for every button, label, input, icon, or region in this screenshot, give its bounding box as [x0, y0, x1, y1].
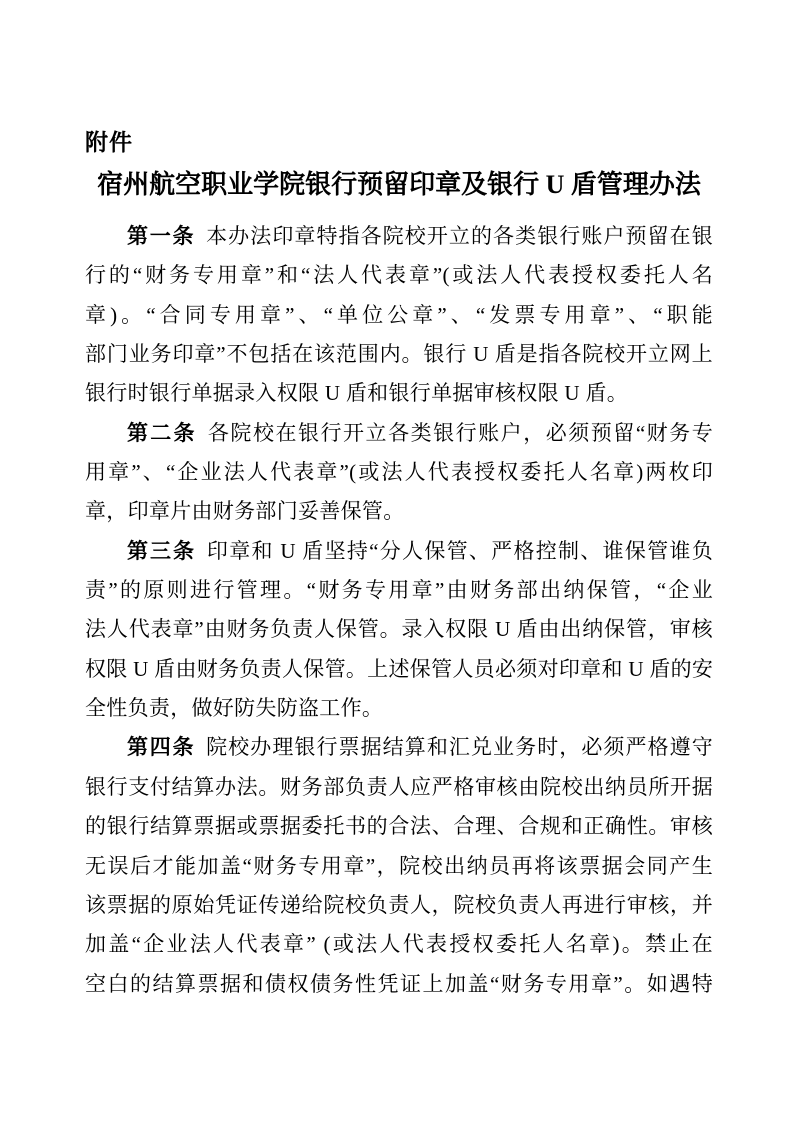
article-1-line-1 [85, 217, 713, 256]
article-3-line-4: 权限 U 盾由财务负责人保管。上述保管人员必须对印章和 U 盾的安 [85, 656, 714, 681]
article-1-line-5: 银行时银行单据录入权限 U 盾和银行单据审核权限 U 盾。 [85, 381, 629, 406]
article-3-line-3: 法人代表章”由财务负责人保管。录入权限 U 盾由出纳保管，审核 [85, 617, 713, 642]
attachment-label: 附件 [85, 130, 133, 155]
article-2-line-1 [85, 414, 713, 453]
article-2-line-3: 章，印章片由财务部门妥善保管。 [85, 499, 405, 524]
article-3-line-2: 责”的原则进行管理。“财务专用章”由财务部出纳保管，“企业 [85, 578, 713, 603]
document-title: 宿州航空职业学院银行预留印章及银行 U 盾管理办法 [97, 170, 701, 199]
article-4-line-5: 该票据的原始凭证传递给院校负责人，院校负责人再进行审核，并 [85, 892, 713, 917]
article-4-line-4: 无误后才能加盖“财务专用章”，院校出纳员再将该票据会同产生 [85, 853, 713, 878]
article-2-number: 第二条 [127, 420, 197, 445]
article-1-line-1-text: 本办法印章特指各院校开立的各类银行账户预留在银 [205, 224, 714, 248]
article-2-line-2: 用章”、“企业法人代表章”(或法人代表授权委托人名章)两枚印 [85, 460, 713, 485]
document-body [85, 217, 713, 1004]
article-4-number: 第四条 [127, 735, 196, 760]
article-1-line-3: 章)。“合同专用章”、“单位公章”、“发票专用章”、“职能 [85, 302, 713, 327]
article-3-line-1 [85, 532, 713, 571]
article-3-line-5: 全性负责，做好防失防盗工作。 [85, 696, 384, 721]
article-4-line-6: 加盖“企业法人代表章” (或法人代表授权委托人名章)。禁止在 [85, 932, 713, 957]
article-4-line-2: 银行支付结算办法。财务部负责人应严格审核由院校出纳员所开据 [85, 774, 713, 799]
article-1-line-2: 行的“财务专用章”和“法人代表章”(或法人代表授权委托人名 [85, 263, 713, 288]
article-1-number: 第一条 [127, 224, 196, 248]
article-4-line-1-text: 院校办理银行票据结算和汇兑业务时，必须严格遵守 [205, 735, 714, 760]
article-3-line-1-text: 印章和 U 盾坚持“分人保管、严格控制、谁保管谁负 [205, 538, 714, 563]
article-4-line-7: 空白的结算票据和债权债务性凭证上加盖“财务专用章”。如遇特 [85, 971, 713, 996]
article-4-line-1 [85, 728, 713, 767]
article-3-number: 第三条 [127, 538, 196, 563]
article-2-line-1-text: 各院校在银行开立各类银行账户，必须预留“财务专 [206, 420, 714, 445]
article-4-line-3: 的银行结算票据或票据委托书的合法、合理、合规和正确性。审核 [85, 814, 713, 839]
article-1-line-4: 部门业务印章”不包括在该范围内。银行 U 盾是指各院校开立网上 [85, 342, 713, 367]
